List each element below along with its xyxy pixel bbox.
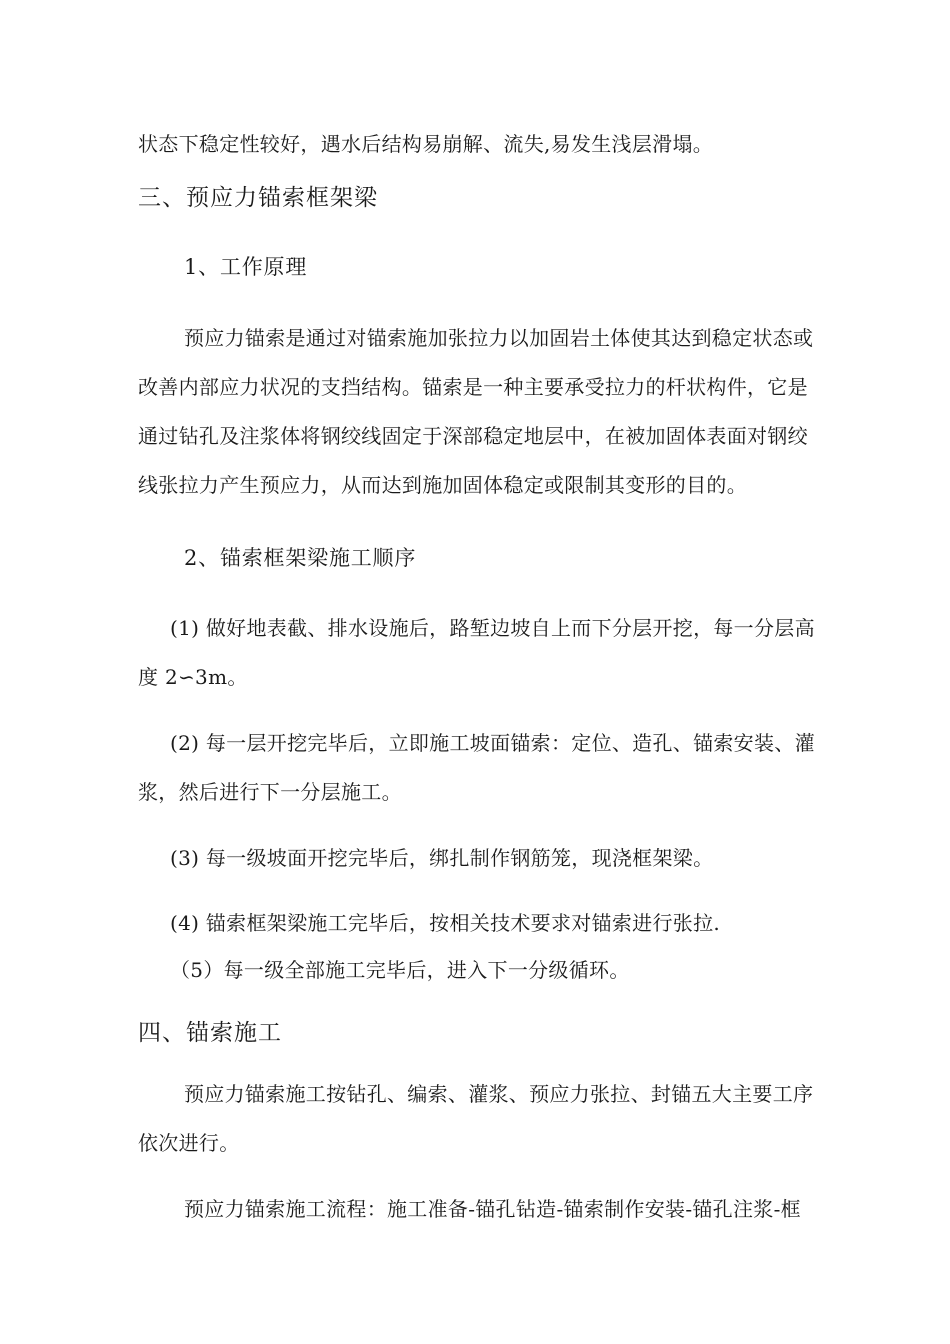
list-item-1: (1) 做好地表截、排水设施后，路堑边坡自上而下分层开挖，每一分层高 bbox=[170, 616, 815, 640]
section-heading-4: 四、锚索施工 bbox=[138, 1020, 282, 1046]
list-item-4: (4) 锚索框架梁施工完毕后，按相关技术要求对锚索进行张拉. bbox=[170, 911, 721, 935]
subsection-heading-2: 2、锚索框架梁施工顺序 bbox=[184, 546, 417, 570]
paragraph-line: 预应力锚索施工流程：施工准备-锚孔钻造-锚索制作安装-锚孔注浆-框 bbox=[184, 1197, 801, 1221]
paragraph-line: 改善内部应力状况的支挡结构。锚索是一种主要承受拉力的杆状构件，它是 bbox=[138, 375, 808, 399]
list-item-2: (2) 每一层开挖完毕后，立即施工坡面锚索：定位、造孔、锚索安装、灌 bbox=[170, 731, 815, 755]
subsection-heading-1: 1、工作原理 bbox=[184, 255, 308, 279]
list-item-5: （5）每一级全部施工完毕后，进入下一分级循环。 bbox=[170, 958, 630, 982]
paragraph-line: 依次进行。 bbox=[138, 1131, 240, 1155]
list-item-2-cont: 浆，然后进行下一分层施工。 bbox=[138, 780, 402, 804]
paragraph-line: 通过钻孔及注浆体将钢绞线固定于深部稳定地层中，在被加固体表面对钢绞 bbox=[138, 424, 808, 448]
section-heading-3: 三、预应力锚索框架梁 bbox=[138, 185, 378, 211]
paragraph-line: 线张拉力产生预应力，从而达到施加固体稳定或限制其变形的目的。 bbox=[138, 473, 747, 497]
paragraph-line: 预应力锚索施工按钻孔、编索、灌浆、预应力张拉、封锚五大主要工序 bbox=[184, 1082, 814, 1106]
paragraph-line: 预应力锚索是通过对锚索施加张拉力以加固岩土体使其达到稳定状态或 bbox=[184, 326, 814, 350]
list-item-3: (3) 每一级坡面开挖完毕后，绑扎制作钢筋笼，现浇框架梁。 bbox=[170, 846, 714, 870]
list-item-1-cont: 度 2∽3m。 bbox=[138, 665, 248, 689]
paragraph-line: 状态下稳定性较好，遇水后结构易崩解、流失,易发生浅层滑塌。 bbox=[138, 132, 714, 156]
